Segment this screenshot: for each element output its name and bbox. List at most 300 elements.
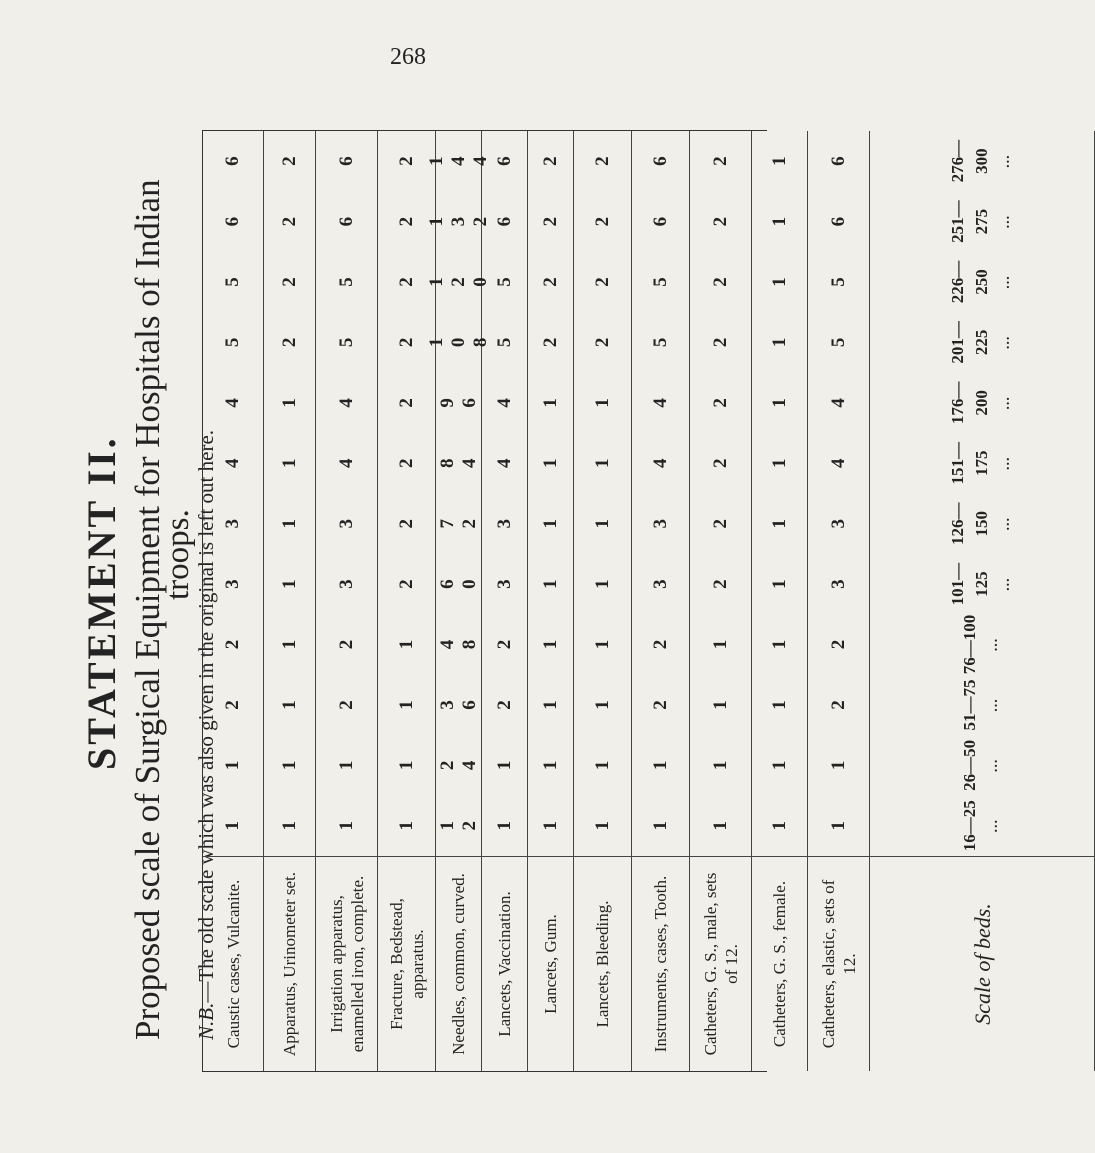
cell-digit: 0 xyxy=(458,579,480,589)
table-cell xyxy=(396,675,418,735)
scale-cell xyxy=(958,735,1006,795)
cell-digit: 1 xyxy=(591,700,613,710)
table-cell xyxy=(396,554,418,614)
table-row xyxy=(528,131,574,1071)
table-cell xyxy=(396,614,418,674)
table-cell xyxy=(828,433,850,493)
scale-range: 176—200 ... xyxy=(946,373,1018,433)
note-prefix: N.B. xyxy=(194,1002,218,1040)
scale-cell xyxy=(946,191,1018,251)
table-row xyxy=(425,131,491,1071)
table-cell xyxy=(540,554,562,614)
table-cell xyxy=(710,433,732,493)
cell-digit: 6 xyxy=(335,216,357,227)
cell-digit: 1 xyxy=(222,760,243,771)
cell-digit: 1 xyxy=(768,156,790,166)
cell-digit: 4 xyxy=(458,760,480,771)
cell-digit: 1 xyxy=(278,458,300,469)
cell-digit: 6 xyxy=(335,156,357,166)
table-cell xyxy=(222,312,244,372)
table-cell xyxy=(336,252,358,312)
cell-digit: 6 xyxy=(493,216,515,227)
column-label: Catheters, G. S., female. xyxy=(752,856,807,1071)
leader-dots: ... xyxy=(986,819,1001,833)
cell-digit: 5 xyxy=(493,337,515,348)
scale-range: 151—175 ... xyxy=(946,433,1018,493)
table-cell xyxy=(336,735,358,795)
cell-digit: 1 xyxy=(436,821,458,831)
table-cell xyxy=(769,796,791,856)
table-cell xyxy=(396,735,418,795)
cell-digit: 1 xyxy=(539,458,561,469)
leader-dots: ... xyxy=(998,396,1013,410)
cell-digit: 2 xyxy=(278,277,300,287)
cell-digit: 5 xyxy=(649,337,671,348)
table-cell xyxy=(396,796,418,856)
cell-digit: 2 xyxy=(709,579,731,589)
cell-digit: 5 xyxy=(335,277,357,287)
statement-heading: STATEMENT II. xyxy=(79,435,124,770)
cell-digit: 3 xyxy=(649,518,671,529)
cell-digit: 1 xyxy=(649,821,671,831)
cell-digit: 6 xyxy=(436,579,458,589)
cell-digit: 6 xyxy=(649,216,671,227)
table-row-scale xyxy=(870,131,1095,1071)
column-label: Catheters, G. S., male, sets of 12. xyxy=(690,856,751,1071)
cell-digit: 5 xyxy=(222,277,243,287)
table-row xyxy=(574,131,632,1071)
cell-digit: 1 xyxy=(395,700,417,710)
scale-range: 101—125 ... xyxy=(946,554,1018,614)
table-cell xyxy=(710,252,732,312)
table-cell xyxy=(494,493,516,553)
cell-digit: 1 xyxy=(493,760,515,771)
cell-digit: 6 xyxy=(458,398,480,408)
table-cell xyxy=(650,735,672,795)
cell-digit: 2 xyxy=(222,639,243,650)
table-cell xyxy=(710,735,732,795)
table-cell xyxy=(279,675,301,735)
cell-digit: 2 xyxy=(278,216,300,227)
cell-digit: 1 xyxy=(591,518,613,529)
cell-digit: 1 xyxy=(709,821,731,831)
cell-digit: 4 xyxy=(827,398,849,408)
table-cell xyxy=(336,493,358,553)
cell-digit: 0 xyxy=(447,337,469,348)
cell-digit: 2 xyxy=(395,458,417,469)
table-cell xyxy=(222,735,244,795)
scale-cell xyxy=(958,675,1006,735)
cell-digit: 1 xyxy=(768,760,790,771)
row-values xyxy=(316,131,377,856)
column-label: Instruments, cases, Tooth. xyxy=(632,856,689,1071)
table-cell xyxy=(222,675,244,735)
cell-digit: 4 xyxy=(649,398,671,408)
table-cell xyxy=(710,554,732,614)
cell-digit: 4 xyxy=(335,398,357,408)
table-cell xyxy=(437,796,481,856)
cell-digit: 3 xyxy=(493,579,515,589)
cell-digit: 1 xyxy=(768,216,790,227)
table-cell xyxy=(279,614,301,674)
title-line-1: Proposed scale of Surgical Equipment for Hospitals of Indian xyxy=(128,179,167,1040)
table-cell xyxy=(592,735,614,795)
cell-digit: 1 xyxy=(768,639,790,650)
cell-digit: 3 xyxy=(493,518,515,529)
cell-digit: 1 xyxy=(539,518,561,529)
cell-digit: 4 xyxy=(222,458,243,469)
table-cell xyxy=(650,796,672,856)
table-cell xyxy=(396,191,418,251)
table-cell xyxy=(650,191,672,251)
table-cell xyxy=(710,614,732,674)
table-cell xyxy=(650,675,672,735)
cell-digit: 2 xyxy=(395,216,417,227)
cell-digit: 2 xyxy=(709,398,731,408)
cell-digit: 6 xyxy=(827,156,849,166)
cell-digit: 1 xyxy=(395,639,417,650)
scale-range: 76—100 ... xyxy=(958,614,1006,674)
table-cell xyxy=(828,373,850,433)
table-cell xyxy=(494,614,516,674)
row-values xyxy=(425,131,491,856)
cell-digit: 1 xyxy=(768,277,790,287)
column-label: Fracture, Bedstead, apparatus. xyxy=(378,856,435,1071)
table-cell xyxy=(592,493,614,553)
cell-digit: 3 xyxy=(335,518,357,529)
cell-digit: 1 xyxy=(493,821,515,831)
cell-digit: 1 xyxy=(425,337,447,348)
cell-digit: 1 xyxy=(539,639,561,650)
table-cell xyxy=(650,433,672,493)
leader-dots: ... xyxy=(998,577,1013,591)
cell-digit: 2 xyxy=(458,821,480,831)
scale-range: 126—150 ... xyxy=(946,493,1018,553)
note-text: —The old scale which was also given in the original is left out here. xyxy=(194,429,218,1003)
table-cell xyxy=(279,796,301,856)
cell-digit: 2 xyxy=(539,277,561,287)
cell-digit: 1 xyxy=(539,760,561,771)
cell-digit: 1 xyxy=(591,579,613,589)
cell-digit: 3 xyxy=(827,518,849,529)
table-cell xyxy=(540,252,562,312)
cell-digit: 2 xyxy=(335,700,357,710)
leader-dots: ... xyxy=(998,275,1013,289)
table-cell xyxy=(222,373,244,433)
cell-digit: 1 xyxy=(591,458,613,469)
table-cell xyxy=(592,433,614,493)
cell-digit: 2 xyxy=(458,518,480,529)
cell-digit: 6 xyxy=(827,216,849,227)
cell-digit: 1 xyxy=(539,821,561,831)
table-row xyxy=(690,131,752,1071)
table-cell xyxy=(828,131,850,191)
table-cell xyxy=(650,312,672,372)
table-cell xyxy=(396,312,418,372)
cell-digit: 1 xyxy=(425,277,447,287)
table-cell xyxy=(336,614,358,674)
table-cell xyxy=(650,614,672,674)
cell-digit: 2 xyxy=(335,639,357,650)
table-cell xyxy=(769,312,791,372)
table-row xyxy=(316,131,378,1071)
table-cell xyxy=(494,735,516,795)
cell-digit: 2 xyxy=(591,216,613,227)
table-cell xyxy=(769,614,791,674)
cell-digit: 6 xyxy=(222,216,243,227)
table-cell xyxy=(396,373,418,433)
table-cell xyxy=(540,131,562,191)
cell-digit: 2 xyxy=(395,156,417,166)
table-cell xyxy=(769,191,791,251)
table-cell xyxy=(769,131,791,191)
cell-digit: 1 xyxy=(591,639,613,650)
table-cell xyxy=(494,131,516,191)
cell-digit: 1 xyxy=(539,398,561,408)
cell-digit: 3 xyxy=(335,579,357,589)
cell-digit: 4 xyxy=(436,639,458,650)
table-cell xyxy=(222,131,244,191)
cell-digit: 6 xyxy=(222,156,243,166)
table-cell xyxy=(769,493,791,553)
scale-cell xyxy=(946,252,1018,312)
table-cell xyxy=(540,675,562,735)
table-cell xyxy=(540,312,562,372)
cell-digit: 1 xyxy=(827,821,849,831)
table-cell xyxy=(396,433,418,493)
cell-digit: 2 xyxy=(591,337,613,348)
cell-digit: 3 xyxy=(649,579,671,589)
table-cell xyxy=(540,191,562,251)
table-cell xyxy=(494,373,516,433)
column-label: Apparatus, Urinometer set. xyxy=(264,856,315,1071)
cell-digit: 1 xyxy=(278,398,300,408)
table-cell xyxy=(540,796,562,856)
table-cell xyxy=(828,191,850,251)
table-cell xyxy=(222,433,244,493)
cell-digit: 1 xyxy=(222,821,243,831)
row-values xyxy=(752,131,807,856)
cell-digit: 3 xyxy=(447,216,469,227)
scale-cell xyxy=(946,131,1018,191)
table-cell xyxy=(437,433,481,493)
row-values xyxy=(690,131,751,856)
cell-digit: 5 xyxy=(493,277,515,287)
row-values xyxy=(574,131,631,856)
table-cell xyxy=(336,373,358,433)
table-cell xyxy=(279,191,301,251)
table-cell xyxy=(592,796,614,856)
scale-range: 16—25 ... xyxy=(958,796,1006,856)
table-cell xyxy=(222,493,244,553)
table-cell xyxy=(650,554,672,614)
cell-digit: 6 xyxy=(649,156,671,166)
table-cell xyxy=(710,131,732,191)
cell-digit: 2 xyxy=(395,277,417,287)
leader-dots: ... xyxy=(986,637,1001,652)
cell-digit: 2 xyxy=(278,156,300,166)
table-cell xyxy=(592,252,614,312)
table-cell xyxy=(279,554,301,614)
scale-cell xyxy=(946,493,1018,553)
cell-digit: 2 xyxy=(436,760,458,771)
cell-digit: 2 xyxy=(395,518,417,529)
table-cell xyxy=(279,373,301,433)
table-row xyxy=(482,131,528,1071)
table-cell xyxy=(336,675,358,735)
table-row xyxy=(202,131,264,1071)
table-cell xyxy=(437,675,481,735)
cell-digit: 1 xyxy=(591,398,613,408)
cell-digit: 1 xyxy=(278,579,300,589)
cell-digit: 4 xyxy=(447,156,469,166)
cell-digit: 6 xyxy=(493,156,515,166)
cell-digit: 3 xyxy=(222,579,243,589)
table-cell xyxy=(336,191,358,251)
table-cell xyxy=(592,131,614,191)
table-cell xyxy=(828,735,850,795)
table-cell xyxy=(494,796,516,856)
table-cell xyxy=(540,493,562,553)
table-cell xyxy=(828,554,850,614)
table-cell xyxy=(396,252,418,312)
table-cell xyxy=(828,252,850,312)
cell-digit: 1 xyxy=(278,821,300,831)
table-cell xyxy=(494,554,516,614)
table-cell xyxy=(437,554,481,614)
page-number: 268 xyxy=(390,44,426,70)
cell-digit: 2 xyxy=(278,337,300,348)
table-cell xyxy=(494,252,516,312)
table-cell xyxy=(592,191,614,251)
cell-digit: 1 xyxy=(768,579,790,589)
cell-digit: 2 xyxy=(709,458,731,469)
cell-digit: 5 xyxy=(827,337,849,348)
cell-digit: 5 xyxy=(335,337,357,348)
cell-digit: 1 xyxy=(591,760,613,771)
table-cell xyxy=(336,312,358,372)
cell-digit: 2 xyxy=(709,216,731,227)
leader-dots: ... xyxy=(986,698,1001,712)
table-cell xyxy=(494,433,516,493)
table-cell xyxy=(710,312,732,372)
table-cell xyxy=(336,796,358,856)
table-cell xyxy=(494,312,516,372)
cell-digit: 4 xyxy=(649,458,671,469)
scale-range: 201—225 ... xyxy=(946,312,1018,372)
scale-cell xyxy=(946,373,1018,433)
cell-digit: 4 xyxy=(222,398,243,408)
table-cell xyxy=(279,312,301,372)
table-cell xyxy=(222,252,244,312)
cell-digit: 2 xyxy=(493,639,515,650)
column-label: Lancets, Gum. xyxy=(528,856,573,1071)
cell-digit: 4 xyxy=(827,458,849,469)
cell-digit: 2 xyxy=(591,277,613,287)
cell-digit: 3 xyxy=(436,700,458,710)
cell-digit: 1 xyxy=(591,821,613,831)
scale-range: 276—300 ... xyxy=(946,131,1018,191)
cell-digit: 4 xyxy=(458,458,480,469)
table-cell xyxy=(769,373,791,433)
cell-digit: 2 xyxy=(827,700,849,710)
scale-values xyxy=(870,131,1094,856)
cell-digit: 1 xyxy=(649,760,671,771)
cell-digit: 8 xyxy=(436,458,458,469)
cell-digit: 1 xyxy=(539,700,561,710)
cell-digit: 1 xyxy=(278,760,300,771)
table-cell xyxy=(828,675,850,735)
column-label: Lancets, Vaccination. xyxy=(482,856,527,1071)
column-label: Needles, common, curved. xyxy=(436,856,481,1071)
cell-digit: 1 xyxy=(827,760,849,771)
cell-digit: 2 xyxy=(709,337,731,348)
cell-digit: 1 xyxy=(709,639,731,650)
leader-dots: ... xyxy=(998,456,1013,471)
table-cell xyxy=(222,554,244,614)
leader-dots: ... xyxy=(998,214,1013,229)
column-label: Caustic cases, Vulcanite. xyxy=(203,856,263,1071)
table-row xyxy=(808,131,870,1071)
leader-dots: ... xyxy=(998,516,1013,531)
cell-digit: 2 xyxy=(469,216,491,227)
table-cell xyxy=(828,796,850,856)
cell-digit: 1 xyxy=(709,700,731,710)
cell-digit: 1 xyxy=(768,337,790,348)
table-cell xyxy=(279,252,301,312)
cell-digit: 1 xyxy=(278,639,300,650)
cell-digit: 2 xyxy=(539,337,561,348)
table-cell xyxy=(710,675,732,735)
table-cell xyxy=(769,433,791,493)
cell-digit: 2 xyxy=(447,277,469,287)
cell-digit: 7 xyxy=(436,518,458,529)
cell-digit: 2 xyxy=(709,518,731,529)
table-row xyxy=(632,131,690,1071)
equipment-table xyxy=(202,130,1013,1072)
cell-digit: 2 xyxy=(222,700,243,710)
cell-digit: 5 xyxy=(222,337,243,348)
cell-digit: 2 xyxy=(395,398,417,408)
scale-range: 51—75 ... xyxy=(958,675,1006,735)
scale-cell xyxy=(946,554,1018,614)
cell-digit: 2 xyxy=(709,277,731,287)
table-cell xyxy=(494,675,516,735)
cell-digit: 2 xyxy=(539,156,561,166)
table-cell xyxy=(710,373,732,433)
scale-cell xyxy=(946,312,1018,372)
table-cell xyxy=(540,614,562,674)
cell-digit: 1 xyxy=(768,398,790,408)
cell-digit: 2 xyxy=(493,700,515,710)
cell-digit: 2 xyxy=(649,700,671,710)
cell-digit: 5 xyxy=(649,277,671,287)
leader-dots: ... xyxy=(986,758,1001,773)
table-cell xyxy=(710,796,732,856)
cell-digit: 1 xyxy=(278,700,300,710)
cell-digit: 2 xyxy=(539,216,561,227)
cell-digit: 2 xyxy=(649,639,671,650)
cell-digit: 3 xyxy=(827,579,849,589)
table-cell xyxy=(650,252,672,312)
column-label: Lancets, Bleeding. xyxy=(574,856,631,1071)
cell-digit: 4 xyxy=(335,458,357,469)
table-cell xyxy=(437,614,481,674)
table-cell xyxy=(769,675,791,735)
table-cell xyxy=(540,735,562,795)
leader-dots: ... xyxy=(998,154,1013,168)
scale-range: 251—275 ... xyxy=(946,191,1018,251)
